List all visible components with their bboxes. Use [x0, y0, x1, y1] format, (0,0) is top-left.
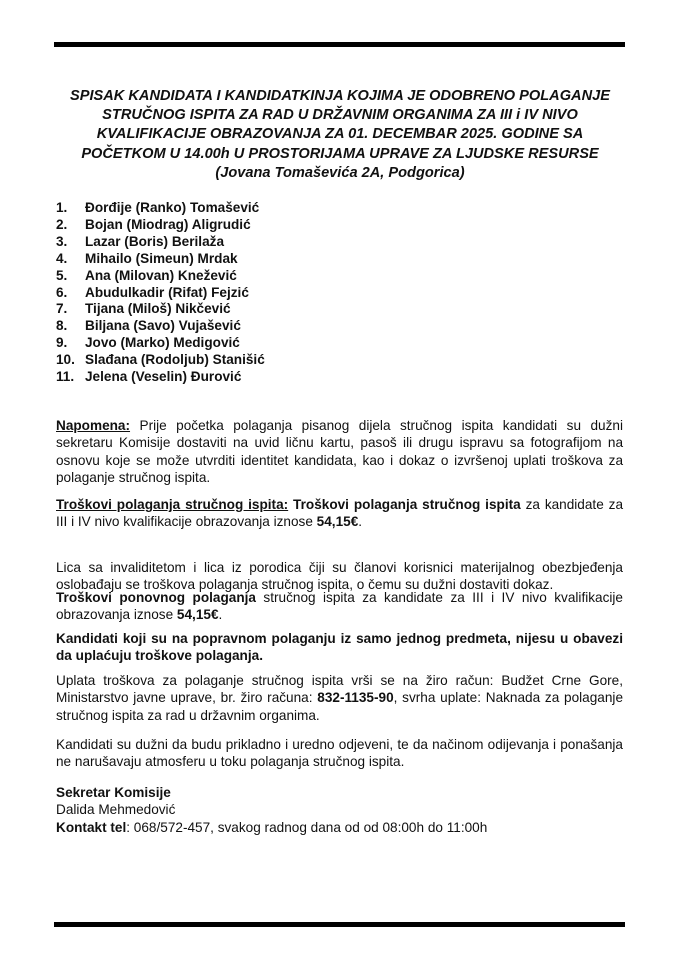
exam-costs-lead: Troškovi polaganja stručnog ispita	[288, 497, 521, 512]
document-title	[56, 87, 624, 183]
contact-line	[56, 819, 487, 836]
title-line-1: SPISAK KANDIDATA I KANDIDATKINJA KOJIMA JE ODOBRENO POLAGANJE	[69, 88, 610, 104]
candidate-number: 8.	[56, 318, 68, 334]
exam-costs-text: za kandidate za III i IV nivo kvalifikacije obrazovanja iznose	[56, 497, 624, 530]
candidate-item	[56, 369, 265, 386]
candidate-name: Abudulkadir (Rifat) Fejzić	[85, 284, 249, 300]
candidate-number: 2.	[56, 216, 68, 232]
candidate-name: Ana (Milovan) Knežević	[85, 267, 237, 283]
exam-costs-label: Troškovi polaganja stručnog ispita:	[56, 497, 289, 512]
retake-costs-text: stručnog ispita za kandidate za III i IV nivo kvalifikacije obrazovanja iznose	[56, 590, 623, 623]
candidate-name: Đorđije (Ranko) Tomašević	[85, 200, 260, 215]
secretary-role: Sekretar Komisije	[56, 785, 171, 800]
candidate-name: Slađana (Rodoljub) Stanišić	[85, 352, 265, 368]
candidate-name: Biljana (Savo) Vujašević	[85, 318, 241, 334]
note-text: Prije početka polaganja pisanog dijela stručnog ispita kandidati su dužni sekretaru Komisije dostaviti na uvid ličnu kartu, pasoš ili drugu ispravu sa fotografijom na osnovu koje se može utvrditi identitet kandidata, kao i dokaz o izvršenoj uplati troškova za polaganje stručnog ispita.	[56, 418, 623, 485]
candidate-name: Bojan (Miodrag) Aligrudić	[85, 216, 251, 232]
candidate-item	[56, 200, 265, 217]
candidate-item	[56, 335, 265, 352]
candidate-item	[56, 268, 265, 285]
contact-details: : 068/572-457, svakog radnog dana od od 08:00h do 11:00h	[126, 819, 488, 835]
candidate-item	[56, 251, 265, 268]
candidate-number: 7.	[56, 301, 68, 317]
candidate-name: Tijana (Miloš) Nikčević	[85, 301, 231, 317]
candidate-item	[56, 217, 265, 234]
candidate-number: 11.	[56, 369, 75, 385]
retake-costs-amount: 54,15€	[176, 607, 219, 623]
exam-costs-paragraph	[56, 496, 623, 531]
retake-costs-lead: Troškovi ponovnog polaganja	[56, 590, 256, 605]
payment-paragraph	[56, 672, 623, 724]
title-line-3: KVALIFIKACIJE OBRAZOVANJA ZA 01. DECEMBAR 2025. GODINE SA	[96, 126, 584, 143]
candidate-number: 5.	[56, 267, 68, 283]
note-label: Napomena:	[56, 418, 131, 433]
candidate-number: 4.	[56, 250, 68, 266]
payment-text: Uplata troškova za polaganje stručnog ispita vrši se na žiro račun: Budžet Crne Gore, Ministarstvo javne uprave, br. žiro računa:	[56, 673, 623, 706]
candidate-name: Jovo (Marko) Medigović	[85, 335, 240, 351]
candidate-name: Mihailo (Simeun) Mrdak	[85, 250, 238, 266]
candidate-number: 9.	[56, 335, 68, 351]
candidate-item	[56, 234, 265, 251]
candidate-name: Lazar (Boris) Berilaža	[85, 233, 225, 249]
dress-code-paragraph: Kandidati su dužni da budu prikladno i uredno odjeveni, te da načinom odijevanja i ponašanja ne narušavaju atmosferu u toku polaganja stručnog ispita.	[56, 737, 623, 770]
secretary-name: Dalida Mehmedović	[56, 802, 176, 818]
retake-costs-end: .	[218, 607, 223, 623]
contact-label: Kontakt tel	[56, 819, 127, 835]
note-paragraph	[56, 417, 623, 486]
retake-costs-paragraph	[56, 589, 623, 624]
candidate-item	[56, 352, 265, 369]
makeup-exam-paragraph: Kandidati koji su na popravnom polaganju iz samo jednog predmeta, nijesu u obavezi da uplaćuju troškove polaganja.	[56, 631, 623, 664]
top-horizontal-rule	[54, 42, 625, 47]
exam-costs-amount: 54,15€	[316, 514, 359, 530]
account-number: 832-1135-90	[317, 690, 394, 706]
candidate-number: 3.	[56, 233, 68, 249]
candidate-number: 10.	[56, 352, 75, 368]
signature-block	[56, 784, 487, 836]
payment-purpose: , svrha uplate: Naknada za polaganje stručnog ispita za rad u državnim organima.	[56, 690, 624, 723]
candidate-list	[56, 200, 265, 386]
exam-costs-end: .	[358, 514, 363, 530]
candidate-name: Jelena (Veselin) Đurović	[85, 369, 242, 385]
title-line-4: POČETKOM U 14.00h U PROSTORIJAMA UPRAVE ZA LJUDSKE RESURSE	[81, 145, 599, 162]
candidate-number: 1.	[56, 200, 68, 215]
candidate-number: 6.	[56, 284, 68, 300]
candidate-item	[56, 301, 265, 318]
title-address: (Jovana Tomaševića 2A, Podgorica)	[215, 164, 465, 181]
candidate-item	[56, 285, 265, 302]
title-line-2: STRUČNOG ISPITA ZA RAD U DRŽAVNIM ORGANIMA ZA III i IV NIVO	[102, 107, 578, 124]
exemption-paragraph: Lica sa invaliditetom i lica iz porodica čiji su članovi korisnici materijalnog obezbjeđenja oslobađaju se troškova polaganja stručnog ispita, o čemu su dužni dostaviti dokaz.	[56, 560, 623, 593]
bottom-horizontal-rule	[54, 922, 625, 927]
candidate-item	[56, 318, 265, 335]
